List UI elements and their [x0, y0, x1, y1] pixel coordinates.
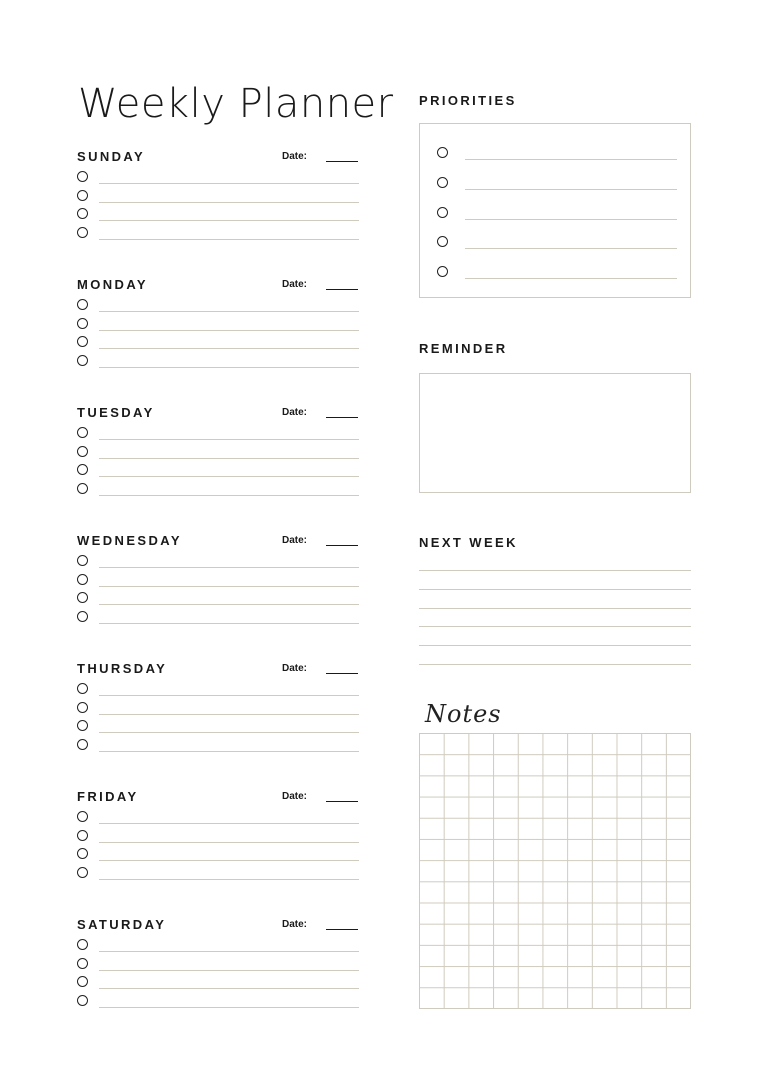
- task-line[interactable]: [99, 732, 359, 733]
- priority-line[interactable]: [465, 159, 677, 160]
- checkbox-circle[interactable]: [77, 830, 88, 841]
- checkbox-circle[interactable]: [77, 171, 88, 182]
- next-week-line[interactable]: [419, 570, 691, 571]
- task-line[interactable]: [99, 586, 359, 587]
- checkbox-circle[interactable]: [77, 739, 88, 750]
- priority-line[interactable]: [465, 278, 677, 279]
- checkbox-circle[interactable]: [77, 611, 88, 622]
- checkbox-circle[interactable]: [77, 227, 88, 238]
- next-week-line[interactable]: [419, 645, 691, 646]
- priority-line[interactable]: [465, 248, 677, 249]
- date-field-tuesday[interactable]: [326, 417, 358, 418]
- task-line[interactable]: [99, 623, 359, 624]
- date-field-wednesday[interactable]: [326, 545, 358, 546]
- page-title: Weekly Planner: [78, 81, 394, 127]
- day-heading-thursday: THURSDAY: [77, 661, 168, 676]
- task-line[interactable]: [99, 476, 359, 477]
- reminder-heading: REMINDER: [419, 341, 508, 356]
- day-heading-wednesday: WEDNESDAY: [77, 533, 182, 548]
- date-field-monday[interactable]: [326, 289, 358, 290]
- task-line[interactable]: [99, 239, 359, 240]
- task-line[interactable]: [99, 951, 359, 952]
- task-line[interactable]: [99, 202, 359, 203]
- checkbox-circle[interactable]: [77, 355, 88, 366]
- task-line[interactable]: [99, 495, 359, 496]
- task-line[interactable]: [99, 567, 359, 568]
- date-field-friday[interactable]: [326, 801, 358, 802]
- checkbox-circle[interactable]: [77, 555, 88, 566]
- priorities-heading: PRIORITIES: [419, 93, 517, 108]
- task-line[interactable]: [99, 439, 359, 440]
- next-week-line[interactable]: [419, 589, 691, 590]
- checkbox-circle[interactable]: [77, 299, 88, 310]
- task-line[interactable]: [99, 842, 359, 843]
- checkbox-circle[interactable]: [77, 592, 88, 603]
- task-line[interactable]: [99, 311, 359, 312]
- task-line[interactable]: [99, 823, 359, 824]
- notes-grid[interactable]: [419, 733, 691, 1009]
- date-label-tuesday: Date:: [282, 407, 308, 418]
- checkbox-circle[interactable]: [77, 446, 88, 457]
- priority-line[interactable]: [465, 219, 677, 220]
- checkbox-circle[interactable]: [77, 318, 88, 329]
- date-field-thursday[interactable]: [326, 673, 358, 674]
- task-line[interactable]: [99, 970, 359, 971]
- checkbox-circle[interactable]: [77, 208, 88, 219]
- date-label-friday: Date:: [282, 791, 308, 802]
- checkbox-circle[interactable]: [77, 190, 88, 201]
- priority-checkbox[interactable]: [437, 147, 448, 158]
- priorities-box: [419, 123, 691, 298]
- task-line[interactable]: [99, 751, 359, 752]
- next-week-line[interactable]: [419, 626, 691, 627]
- task-line[interactable]: [99, 879, 359, 880]
- task-line[interactable]: [99, 604, 359, 605]
- checkbox-circle[interactable]: [77, 848, 88, 859]
- day-heading-tuesday: TUESDAY: [77, 405, 155, 420]
- date-field-saturday[interactable]: [326, 929, 358, 930]
- next-week-heading: NEXT WEEK: [419, 535, 518, 550]
- day-heading-sunday: SUNDAY: [77, 149, 146, 164]
- day-heading-friday: FRIDAY: [77, 789, 139, 804]
- task-line[interactable]: [99, 367, 359, 368]
- checkbox-circle[interactable]: [77, 464, 88, 475]
- next-week-line[interactable]: [419, 664, 691, 665]
- checkbox-circle[interactable]: [77, 336, 88, 347]
- day-heading-saturday: SATURDAY: [77, 917, 167, 932]
- task-line[interactable]: [99, 860, 359, 861]
- checkbox-circle[interactable]: [77, 574, 88, 585]
- checkbox-circle[interactable]: [77, 995, 88, 1006]
- task-line[interactable]: [99, 714, 359, 715]
- checkbox-circle[interactable]: [77, 427, 88, 438]
- task-line[interactable]: [99, 988, 359, 989]
- task-line[interactable]: [99, 330, 359, 331]
- next-week-line[interactable]: [419, 608, 691, 609]
- task-line[interactable]: [99, 458, 359, 459]
- task-line[interactable]: [99, 183, 359, 184]
- day-heading-monday: MONDAY: [77, 277, 148, 292]
- checkbox-circle[interactable]: [77, 702, 88, 713]
- task-line[interactable]: [99, 348, 359, 349]
- checkbox-circle[interactable]: [77, 683, 88, 694]
- task-line[interactable]: [99, 220, 359, 221]
- notes-heading: Notes: [425, 700, 502, 728]
- date-field-sunday[interactable]: [326, 161, 358, 162]
- priority-line[interactable]: [465, 189, 677, 190]
- task-line[interactable]: [99, 1007, 359, 1008]
- date-label-wednesday: Date:: [282, 535, 308, 546]
- checkbox-circle[interactable]: [77, 811, 88, 822]
- checkbox-circle[interactable]: [77, 958, 88, 969]
- priority-checkbox[interactable]: [437, 177, 448, 188]
- date-label-sunday: Date:: [282, 151, 308, 162]
- date-label-saturday: Date:: [282, 919, 308, 930]
- date-label-monday: Date:: [282, 279, 308, 290]
- checkbox-circle[interactable]: [77, 867, 88, 878]
- checkbox-circle[interactable]: [77, 976, 88, 987]
- reminder-box[interactable]: [419, 373, 691, 493]
- task-line[interactable]: [99, 695, 359, 696]
- checkbox-circle[interactable]: [77, 720, 88, 731]
- priority-checkbox[interactable]: [437, 207, 448, 218]
- date-label-thursday: Date:: [282, 663, 308, 674]
- checkbox-circle[interactable]: [77, 939, 88, 950]
- checkbox-circle[interactable]: [77, 483, 88, 494]
